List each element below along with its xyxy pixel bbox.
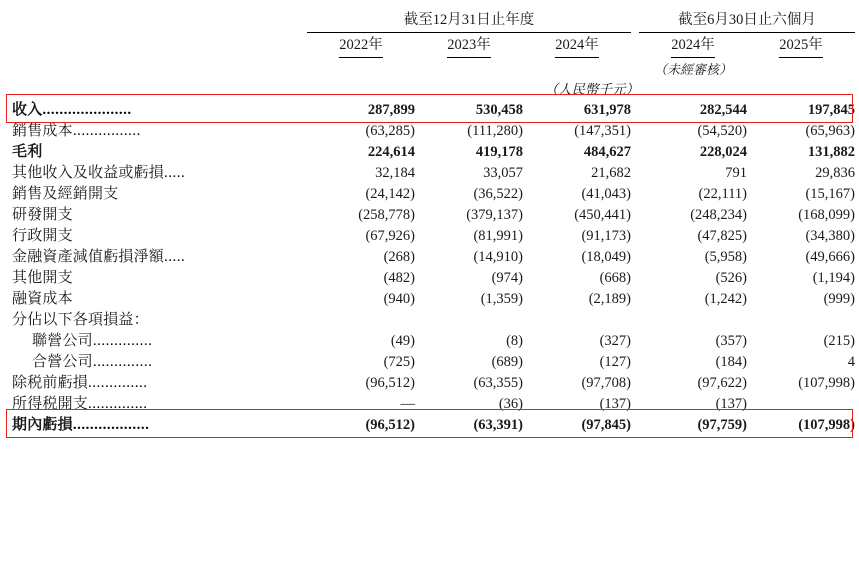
unit-blank-1 xyxy=(307,78,415,98)
row-value: (81,991) xyxy=(473,228,523,244)
header-col-3 xyxy=(523,33,631,58)
row-value: (22,111) xyxy=(698,186,747,202)
header-year-2023: 2023年 xyxy=(447,33,491,58)
row-value: (327) xyxy=(599,333,631,349)
row-value: (97,622) xyxy=(697,375,747,391)
column-gap xyxy=(631,98,639,119)
row-dot-leader: .............. xyxy=(92,354,153,370)
row-value: (689) xyxy=(491,354,523,370)
header-year-row xyxy=(12,33,855,58)
column-gap xyxy=(631,140,639,161)
column-gap xyxy=(631,161,639,182)
column-gap xyxy=(631,350,639,371)
table-row xyxy=(12,98,855,119)
unit-blank-3 xyxy=(639,78,747,98)
row-value: (41,043) xyxy=(581,186,631,202)
row-value: (940) xyxy=(383,291,415,307)
row-label-text: 除税前虧損 xyxy=(12,375,89,391)
row-value: 484,627 xyxy=(583,144,631,160)
header-year-2025-interim: 2025年 xyxy=(779,33,823,58)
row-value: (127) xyxy=(599,354,631,370)
column-gap xyxy=(631,392,639,413)
header-year-2024-annual: 2024年 xyxy=(555,33,599,58)
row-value: (111,280) xyxy=(467,123,523,139)
header-sub-2 xyxy=(415,58,523,78)
row-value: 631,978 xyxy=(583,102,631,118)
column-gap xyxy=(631,287,639,308)
row-label xyxy=(12,287,307,308)
header-spacer xyxy=(12,8,307,33)
table-body xyxy=(12,98,855,434)
row-label-text: 銷售成本 xyxy=(12,123,73,139)
row-value: (97,759) xyxy=(697,417,747,433)
unit-spacer xyxy=(12,78,307,98)
table-row xyxy=(12,161,855,182)
column-gap xyxy=(631,329,639,350)
header-group-row xyxy=(12,8,855,33)
row-value: 791 xyxy=(725,165,747,181)
row-value: (67,926) xyxy=(365,228,415,244)
row-label-text: 期內虧損 xyxy=(12,417,73,433)
row-dot-leader: .............. xyxy=(92,333,153,349)
row-value: (8) xyxy=(506,333,523,349)
row-dot-leader: ................ xyxy=(72,123,141,139)
row-label-text: 其他收入及收益或虧損 xyxy=(12,165,165,181)
row-value: 282,544 xyxy=(699,102,747,118)
row-value: (450,441) xyxy=(574,207,631,223)
row-value: (107,998) xyxy=(798,375,855,391)
table-row xyxy=(12,224,855,245)
row-label xyxy=(12,245,307,266)
header-sub-5 xyxy=(747,58,855,78)
row-label-text: 分佔以下各項損益： xyxy=(12,312,149,328)
header-year-2022: 2022年 xyxy=(339,33,383,58)
row-value: (999) xyxy=(823,291,855,307)
row-label-text: 融資成本 xyxy=(12,291,73,307)
column-gap xyxy=(631,413,639,434)
row-value: (107,998) xyxy=(798,417,855,433)
row-value: (379,137) xyxy=(466,207,523,223)
row-label-text: 研發開支 xyxy=(12,207,73,223)
row-label-text: 收入 xyxy=(12,102,43,118)
column-gap xyxy=(631,245,639,266)
row-value: 530,458 xyxy=(475,102,523,118)
row-value: (215) xyxy=(823,333,855,349)
row-value xyxy=(415,308,523,329)
table-row xyxy=(12,329,855,350)
header-gap-3 xyxy=(631,58,639,78)
row-value: (96,512) xyxy=(365,417,415,433)
row-value: 419,178 xyxy=(475,144,523,160)
row-value: (15,167) xyxy=(805,186,855,202)
row-label-text: 毛利 xyxy=(12,144,43,160)
row-value: 224,614 xyxy=(367,144,415,160)
column-gap xyxy=(631,119,639,140)
table-row xyxy=(12,203,855,224)
row-value: (258,778) xyxy=(358,207,415,223)
row-value: (184) xyxy=(715,354,747,370)
column-gap xyxy=(631,266,639,287)
row-value: (34,380) xyxy=(805,228,855,244)
row-label xyxy=(12,119,307,140)
table-row xyxy=(12,413,855,434)
row-value xyxy=(639,308,747,329)
row-label xyxy=(12,161,307,182)
row-label xyxy=(12,98,307,119)
row-label xyxy=(12,392,307,413)
row-label xyxy=(12,266,307,287)
row-value: (1,242) xyxy=(704,291,747,307)
row-label xyxy=(12,308,307,329)
row-label-text: 金融資產減值虧損淨額 xyxy=(12,249,165,265)
row-value: (248,234) xyxy=(690,207,747,223)
row-value: (97,845) xyxy=(581,417,631,433)
table-row xyxy=(12,308,855,329)
row-value: (63,355) xyxy=(473,375,523,391)
financial-table xyxy=(12,8,855,434)
row-value: (36) xyxy=(498,396,523,412)
table-row xyxy=(12,245,855,266)
header-year-2024-interim: 2024年 xyxy=(671,33,715,58)
row-value: 287,899 xyxy=(367,102,415,118)
table-row xyxy=(12,392,855,413)
row-dot-leader: .............. xyxy=(88,375,148,391)
header-col-4 xyxy=(639,33,747,58)
row-value: (2,189) xyxy=(588,291,631,307)
row-dot-leader: ..................... xyxy=(42,102,132,118)
header-sub-1 xyxy=(307,58,415,78)
header-group-annual-label: 截至12月31日止年度 xyxy=(307,8,631,33)
row-value: (63,285) xyxy=(365,123,415,139)
row-value: (482) xyxy=(383,270,415,286)
row-value: (137) xyxy=(715,396,747,412)
row-label xyxy=(12,182,307,203)
row-value xyxy=(747,308,855,329)
row-dot-leader: ..... xyxy=(164,249,186,265)
row-label xyxy=(12,329,307,350)
row-value: (5,958) xyxy=(704,249,747,265)
row-value xyxy=(307,308,415,329)
row-label xyxy=(12,413,307,434)
row-value: (96,512) xyxy=(365,375,415,391)
header-group-interim xyxy=(639,8,855,33)
column-gap xyxy=(631,371,639,392)
header-spacer-3 xyxy=(12,58,307,78)
row-value: 197,845 xyxy=(807,102,855,118)
table-row xyxy=(12,287,855,308)
row-value: (268) xyxy=(383,249,415,265)
row-label xyxy=(12,140,307,161)
row-value: (65,963) xyxy=(805,123,855,139)
row-label xyxy=(12,224,307,245)
row-label xyxy=(12,350,307,371)
row-value: 4 xyxy=(847,354,855,370)
header-col-1 xyxy=(307,33,415,58)
currency-unit-row xyxy=(12,78,855,98)
row-value: (526) xyxy=(715,270,747,286)
table-row xyxy=(12,182,855,203)
row-value: (357) xyxy=(715,333,747,349)
row-value: (47,825) xyxy=(697,228,747,244)
header-col-5 xyxy=(747,33,855,58)
row-value: (24,142) xyxy=(365,186,415,202)
row-value: (668) xyxy=(599,270,631,286)
row-value: (49) xyxy=(390,333,415,349)
column-gap xyxy=(631,182,639,203)
table-row xyxy=(12,119,855,140)
row-value: (36,522) xyxy=(473,186,523,202)
row-value: (14,910) xyxy=(473,249,523,265)
column-gap xyxy=(631,203,639,224)
row-label-text: 銷售及經銷開支 xyxy=(12,186,119,202)
header-gap-2 xyxy=(631,33,639,58)
header-col-2 xyxy=(415,33,523,58)
table-row xyxy=(12,371,855,392)
row-value: 29,836 xyxy=(815,165,855,181)
header-spacer-2 xyxy=(12,33,307,58)
row-dot-leader: .............. xyxy=(88,396,148,412)
header-group-annual xyxy=(307,8,631,33)
row-value: (168,099) xyxy=(798,207,855,223)
currency-unit-note: （人民幣千元） xyxy=(544,82,639,97)
row-value: (725) xyxy=(383,354,415,370)
column-gap xyxy=(631,308,639,329)
row-label-text: 聯營公司 xyxy=(32,333,93,349)
row-value: (97,708) xyxy=(581,375,631,391)
row-label xyxy=(12,371,307,392)
row-value: (63,391) xyxy=(473,417,523,433)
table-header xyxy=(12,8,855,98)
header-sub-row xyxy=(12,58,855,78)
row-label-text: 其他開支 xyxy=(12,270,73,286)
header-group-interim-label: 截至6月30日止六個月 xyxy=(639,8,855,33)
row-value: (54,520) xyxy=(697,123,747,139)
unit-blank-4 xyxy=(747,78,855,98)
row-value: (18,049) xyxy=(581,249,631,265)
row-dot-leader: ..... xyxy=(164,165,186,181)
row-value: (49,666) xyxy=(805,249,855,265)
row-value: 32,184 xyxy=(375,165,415,181)
row-value: (147,351) xyxy=(574,123,631,139)
row-value: (1,359) xyxy=(480,291,523,307)
table-row xyxy=(12,266,855,287)
header-sub-unaudited: （未經審核） xyxy=(653,62,732,77)
table-row xyxy=(12,140,855,161)
row-value: (974) xyxy=(491,270,523,286)
row-label xyxy=(12,203,307,224)
header-sub-3 xyxy=(523,58,631,78)
row-value: (91,173) xyxy=(581,228,631,244)
column-gap xyxy=(631,224,639,245)
row-value: — xyxy=(400,396,415,412)
row-label-text: 所得税開支 xyxy=(12,396,89,412)
row-value: 33,057 xyxy=(483,165,523,181)
row-value: 228,024 xyxy=(699,144,747,160)
row-value: (137) xyxy=(599,396,631,412)
unit-blank-2 xyxy=(415,78,523,98)
row-value xyxy=(747,392,855,413)
row-value: 21,682 xyxy=(591,165,631,181)
row-label-text: 合營公司 xyxy=(32,354,93,370)
header-gap xyxy=(631,8,639,33)
row-value: 131,882 xyxy=(807,144,855,160)
row-label-text: 行政開支 xyxy=(12,228,73,244)
table-row xyxy=(12,350,855,371)
row-value xyxy=(523,308,631,329)
row-value: (1,194) xyxy=(812,270,855,286)
row-dot-leader: .................. xyxy=(72,417,150,433)
